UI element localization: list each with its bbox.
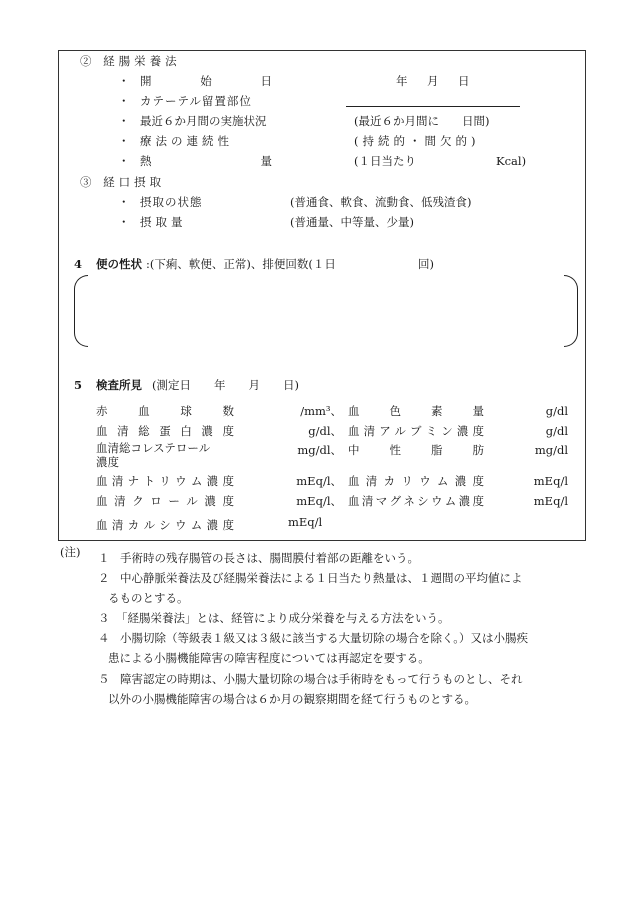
label-rbc: 赤血球数: [96, 404, 234, 418]
value-start-date: 年 月 日: [396, 74, 474, 88]
bracket-left: [74, 275, 88, 347]
section-4-text: :(下痢、軟便、正常)、排便回数(１日: [146, 257, 336, 271]
note-number: ５: [98, 672, 110, 686]
value-intake-state: (普通食、軟食、流動食、低残渣食): [290, 195, 472, 209]
note-number: ４: [98, 631, 110, 645]
section-2-heading: ② 経腸栄養法: [80, 54, 181, 68]
unit-chloride: mEq/l、: [296, 494, 342, 508]
note-text-cont: 以外の小腸機能障害の場合は６か月の観察期間を経て行うものとする。: [108, 692, 476, 706]
section-4-number: 4: [74, 257, 83, 271]
unit-hemoglobin: g/dl: [545, 404, 568, 418]
section-5-title: 検査所見: [96, 378, 142, 392]
label-magnesium: 血清マグネシウム濃度: [348, 494, 484, 508]
label-calories: 熱量: [140, 154, 272, 168]
note-text: 障害認定の時期は、小腸大量切除の場合は手術時をもって行うものとし、それ: [120, 672, 523, 686]
section-5-number: 5: [74, 378, 83, 392]
note-number: ２: [98, 571, 110, 585]
note-text-cont: るものとする。: [108, 591, 189, 605]
note-text: 中心静脈栄養法及び経腸栄養法による１日当たり熱量は、１週間の平均値によ: [120, 571, 523, 585]
form-frame: [58, 50, 586, 541]
value-continuity: (持続的・間欠的): [354, 134, 480, 148]
value-recent-status: (最近６か月間に 日間): [354, 114, 490, 128]
unit-albumin: g/dl: [545, 424, 568, 438]
bullet: ・: [118, 195, 130, 209]
value-intake-amount: (普通量、中等量、少量): [290, 215, 414, 229]
label-intake-state: 摂取の状態: [140, 195, 203, 209]
label-calcium: 血清カルシウム濃度: [96, 518, 234, 532]
bullet: ・: [118, 154, 130, 168]
unit-rbc: /mm³、: [300, 404, 342, 418]
unit-sodium: mEq/l、: [296, 474, 342, 488]
label-continuity: 療法の連続性: [140, 134, 233, 148]
unit-cholesterol: mg/dl、: [297, 443, 342, 457]
notes-label: (注): [60, 545, 81, 559]
catheter-site-blank: [346, 106, 520, 107]
label-hemoglobin: 血色素量: [348, 404, 484, 418]
label-albumin: 血清アルブミン濃度: [348, 424, 484, 438]
label-chloride: 血清クロール濃度: [96, 494, 234, 508]
label-total-protein: 血清総蛋白濃度: [96, 424, 234, 438]
unit-calcium: mEq/l: [288, 515, 323, 529]
value-calories: (１日当たり: [354, 154, 416, 168]
label-triglyceride: 中性脂肪: [348, 443, 484, 457]
label-potassium: 血清カリウム濃度: [348, 474, 484, 488]
note-number: １: [98, 551, 110, 565]
bullet: ・: [118, 134, 130, 148]
bullet: ・: [118, 94, 130, 108]
note-text: 「経腸栄養法」とは、経管により成分栄養を与える方法をいう。: [116, 611, 450, 625]
unit-potassium: mEq/l: [533, 474, 568, 488]
note-text: 小腸切除（等級表１級又は３級に該当する大量切除の場合を除く。）又は小腸疾: [120, 631, 529, 645]
label-cholesterol-cont: 濃度: [96, 455, 119, 469]
note-text: 手術時の残存腸管の長さは、腸間膜付着部の距離をいう。: [120, 551, 419, 565]
label-intake-amount: 摂取量: [140, 215, 187, 229]
label-catheter-site: カテーテル留置部位: [140, 94, 252, 108]
section-3-heading: ③ 経口摂取: [80, 175, 166, 189]
bullet: ・: [118, 215, 130, 229]
unit-triglyceride: mg/dl: [534, 443, 568, 457]
unit-magnesium: mEq/l: [533, 494, 568, 508]
label-sodium: 血清ナトリウム濃度: [96, 474, 234, 488]
unit-total-protein: g/dl、: [308, 424, 342, 438]
unit-kcal: Kcal): [496, 154, 527, 168]
bullet: ・: [118, 114, 130, 128]
section-5-subtitle: (測定日 年 月 日): [152, 378, 299, 392]
label-recent-status: 最近６か月間の実施状況: [140, 114, 267, 128]
bullet: ・: [118, 74, 130, 88]
label-cholesterol: 血清総コレステロール: [96, 441, 211, 455]
bracket-right: [564, 275, 578, 347]
note-number: ３: [98, 611, 110, 625]
note-text-cont: 患による小腸機能障害の障害程度については再認定を要する。: [108, 651, 430, 665]
section-4-title: 便の性状: [96, 257, 142, 271]
label-start-date: 開始日: [140, 74, 272, 88]
section-4-unit: 回): [418, 257, 434, 271]
